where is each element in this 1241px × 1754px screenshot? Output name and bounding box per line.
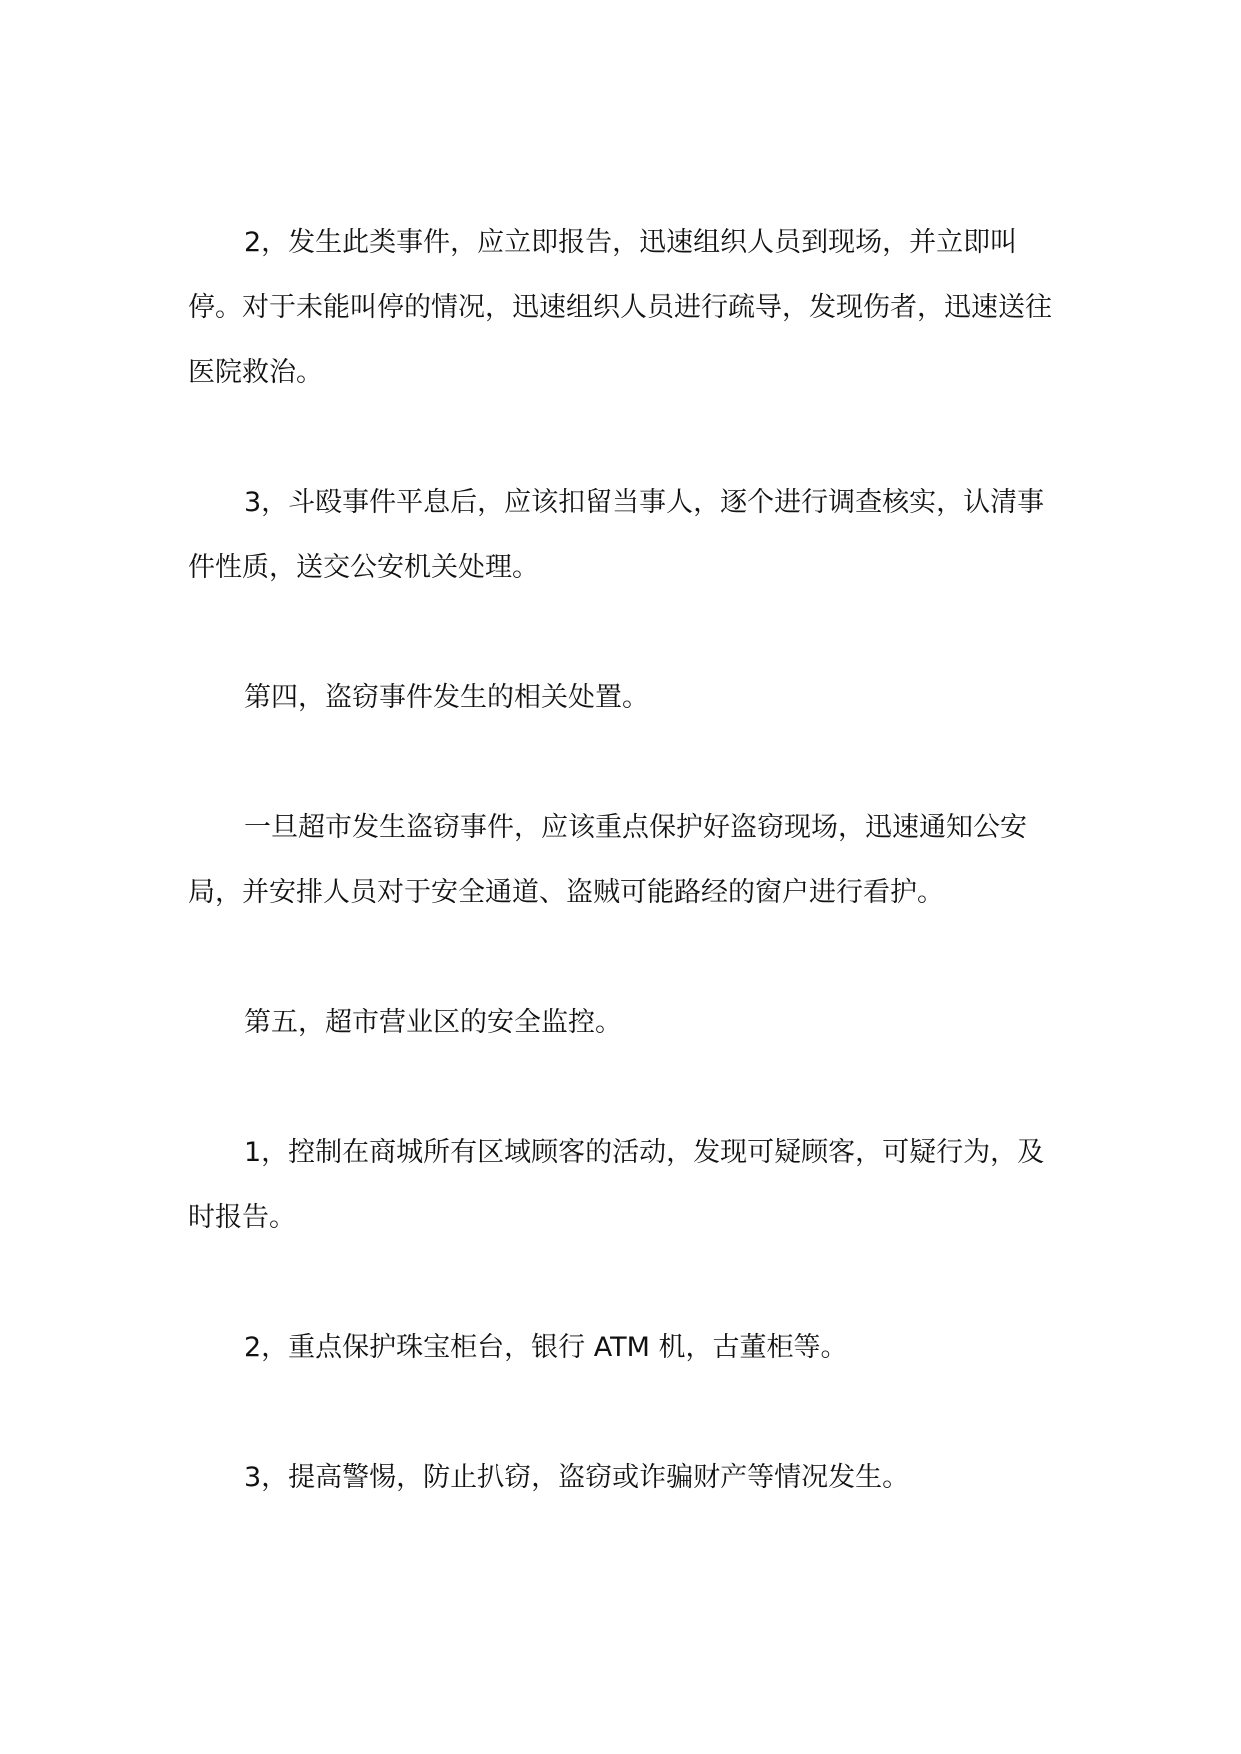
section-heading: 第五，超市营业区的安全监控。 — [244, 1007, 622, 1038]
section-heading: 第四，盗窃事件发生的相关处置。 — [244, 682, 649, 713]
paragraph: 3，斗殴事件平息后，应该扣留当事人，逐个进行调查核实，认清事件性质，送交公安机关处理。 — [188, 487, 1045, 583]
paragraph: 1，控制在商城所有区域顾客的活动，发现可疑顾客，可疑行为，及时报告。 — [188, 1137, 1045, 1233]
paragraph: 3，提高警惕，防止扒窃，盗窃或诈骗财产等情况发生。 — [244, 1462, 910, 1493]
paragraph: 2，重点保护珠宝柜台，银行 ATM 机，古董柜等。 — [244, 1332, 848, 1363]
document-body — [188, 210, 1068, 1575]
paragraph: 2，发生此类事件，应立即报告，迅速组织人员到现场，并立即叫停。对于未能叫停的情况，迅速组织人员进行疏导，发现伤者，迅速送往医院救治。 — [188, 227, 1052, 388]
paragraph: 一旦超市发生盗窃事件，应该重点保护好盗窃现场，迅速通知公安局，并安排人员对于安全通道、盗贼可能路经的窗户进行看护。 — [188, 812, 1027, 908]
